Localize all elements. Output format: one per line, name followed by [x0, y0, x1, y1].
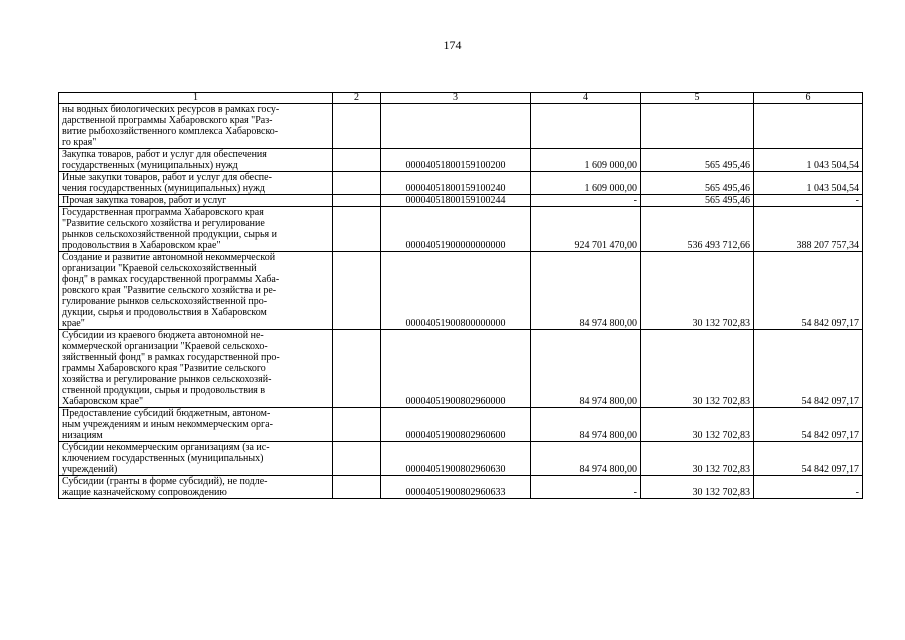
table-row — [59, 408, 863, 442]
column-6-value: - — [754, 195, 863, 207]
column-2-cell — [333, 408, 381, 442]
row-name-line: организации "Краевой сельскохозяйственный — [62, 263, 257, 274]
row-name-line: чения государственных (муниципальных) нужд — [62, 183, 266, 194]
column-6-value: 54 842 097,17 — [754, 408, 863, 442]
row-name-line: дарственной программы Хабаровского края "Раз- — [62, 115, 273, 126]
table-row — [59, 104, 863, 149]
row-name-line: "Развитие сельского хозяйства и регулирование — [62, 218, 265, 229]
row-name-cell — [59, 207, 333, 252]
column-header-3: 3 — [381, 93, 531, 104]
table-row — [59, 330, 863, 408]
column-2-cell — [333, 104, 381, 149]
column-header-6: 6 — [754, 93, 863, 104]
column-5-value: 536 493 712,66 — [641, 207, 754, 252]
row-name-line: зяйственный фонд" в рамках государственной про- — [62, 352, 280, 363]
column-2-cell — [333, 476, 381, 499]
row-name-line: ны водных биологических ресурсов в рамках госу- — [62, 104, 280, 115]
column-4-value: - — [531, 195, 641, 207]
row-name-line: фонд" в рамках государственной программы Хаба- — [62, 274, 280, 285]
row-name-line: Государственная программа Хабаровского края — [62, 207, 264, 218]
page-number: 174 — [443, 38, 462, 52]
row-name-line: Субсидии (гранты в форме субсидий), не подле- — [62, 476, 268, 487]
column-6-value: 54 842 097,17 — [754, 330, 863, 408]
row-name-line: витие рыбохозяйственного комплекса Хабаровско- — [62, 126, 279, 137]
column-6-value: - — [754, 476, 863, 499]
row-name-line: Прочая закупка товаров, работ и услуг — [62, 195, 227, 206]
table-row — [59, 442, 863, 476]
row-name-line: дукции, сырья и продовольствия в Хабаровском — [62, 307, 267, 318]
column-2-cell — [333, 172, 381, 195]
row-name-cell — [59, 195, 333, 207]
row-name-cell — [59, 172, 333, 195]
budget-code-cell — [381, 104, 531, 149]
row-name-line: Хабаровском крае" — [62, 396, 144, 407]
column-4-value: 84 974 800,00 — [531, 330, 641, 408]
column-5-value: 565 495,46 — [641, 195, 754, 207]
column-5-value: 30 132 702,83 — [641, 408, 754, 442]
row-name-line: государственных (муниципальных) нужд — [62, 160, 238, 171]
budget-code-cell: 00004051900802960630 — [381, 442, 531, 476]
row-name-line: низациям — [62, 430, 103, 441]
budget-code-cell: 00004051900800000000 — [381, 252, 531, 330]
row-name-cell — [59, 149, 333, 172]
row-name-cell — [59, 252, 333, 330]
column-2-cell — [333, 149, 381, 172]
column-header-2: 2 — [333, 93, 381, 104]
table-row — [59, 172, 863, 195]
column-6-value: 1 043 504,54 — [754, 172, 863, 195]
budget-code-cell: 00004051900000000000 — [381, 207, 531, 252]
budget-table — [58, 92, 863, 499]
row-name-line: го края" — [62, 137, 97, 148]
column-4-value: 84 974 800,00 — [531, 252, 641, 330]
row-name-line: рынков сельскохозяйственной продукции, сырья и — [62, 229, 277, 240]
column-4-value: 84 974 800,00 — [531, 408, 641, 442]
row-name-cell — [59, 330, 333, 408]
row-name-line: ровского края "Развитие сельского хозяйства и ре- — [62, 285, 277, 296]
column-4-value: 1 609 000,00 — [531, 149, 641, 172]
column-header-5: 5 — [641, 93, 754, 104]
budget-code-cell: 00004051900802960633 — [381, 476, 531, 499]
budget-code-cell: 00004051800159100244 — [381, 195, 531, 207]
table-row — [59, 252, 863, 330]
row-name-line: крае" — [62, 318, 85, 329]
row-name-line: ным учреждениям и иным некоммерческим орга- — [62, 419, 273, 430]
table-body — [59, 104, 863, 499]
row-name-line: Предоставление субсидий бюджетным, автоном- — [62, 408, 271, 419]
row-name-line: ключением государственных (муниципальных) — [62, 453, 264, 464]
row-name-line: учреждений) — [62, 464, 118, 475]
row-name-line: граммы Хабаровского края "Развитие сельского — [62, 363, 266, 374]
row-name-cell — [59, 104, 333, 149]
column-2-cell — [333, 207, 381, 252]
column-6-value: 388 207 757,34 — [754, 207, 863, 252]
row-name-line: хозяйства и регулирование рынков сельскохозяй- — [62, 374, 272, 385]
column-5-value: 565 495,46 — [641, 149, 754, 172]
row-name-cell — [59, 476, 333, 499]
row-name-line: гулирование рынков сельскохозяйственной про- — [62, 296, 268, 307]
budget-code-cell: 00004051800159100240 — [381, 172, 531, 195]
table-header-row — [59, 93, 863, 104]
row-name-cell — [59, 442, 333, 476]
column-header-1: 1 — [59, 93, 333, 104]
column-6-value: 54 842 097,17 — [754, 442, 863, 476]
budget-code-cell: 00004051900802960000 — [381, 330, 531, 408]
row-name-line: жащие казначейскому сопровождению — [62, 487, 227, 498]
table-row — [59, 195, 863, 207]
column-4-value: 1 609 000,00 — [531, 172, 641, 195]
column-5-value: 30 132 702,83 — [641, 476, 754, 499]
row-name-line: ственной продукции, сырья и продовольствия в — [62, 385, 266, 396]
column-5-value: 30 132 702,83 — [641, 330, 754, 408]
column-6-value — [754, 104, 863, 149]
column-6-value: 1 043 504,54 — [754, 149, 863, 172]
row-name-line: Закупка товаров, работ и услуг для обеспечения — [62, 149, 267, 160]
row-name-line: Создание и развитие автономной некоммерческой — [62, 252, 276, 263]
budget-code-cell: 00004051900802960600 — [381, 408, 531, 442]
column-4-value: 924 701 470,00 — [531, 207, 641, 252]
table-row — [59, 207, 863, 252]
table-row — [59, 476, 863, 499]
column-5-value — [641, 104, 754, 149]
row-name-line: Субсидии из краевого бюджета автономной не- — [62, 330, 264, 341]
row-name-cell — [59, 408, 333, 442]
column-4-value: 84 974 800,00 — [531, 442, 641, 476]
row-name-line: продовольствия в Хабаровском крае" — [62, 240, 221, 251]
column-2-cell — [333, 442, 381, 476]
column-5-value: 565 495,46 — [641, 172, 754, 195]
table-row — [59, 149, 863, 172]
row-name-line: Иные закупки товаров, работ и услуг для обеспе- — [62, 172, 272, 183]
column-header-4: 4 — [531, 93, 641, 104]
column-6-value: 54 842 097,17 — [754, 252, 863, 330]
column-5-value: 30 132 702,83 — [641, 442, 754, 476]
column-2-cell — [333, 195, 381, 207]
column-2-cell — [333, 252, 381, 330]
column-4-value: - — [531, 476, 641, 499]
row-name-line: коммерческой организации "Краевой сельскохо- — [62, 341, 268, 352]
column-4-value — [531, 104, 641, 149]
column-2-cell — [333, 330, 381, 408]
row-name-line: Субсидии некоммерческим организациям (за ис- — [62, 442, 270, 453]
column-5-value: 30 132 702,83 — [641, 252, 754, 330]
budget-code-cell: 00004051800159100200 — [381, 149, 531, 172]
